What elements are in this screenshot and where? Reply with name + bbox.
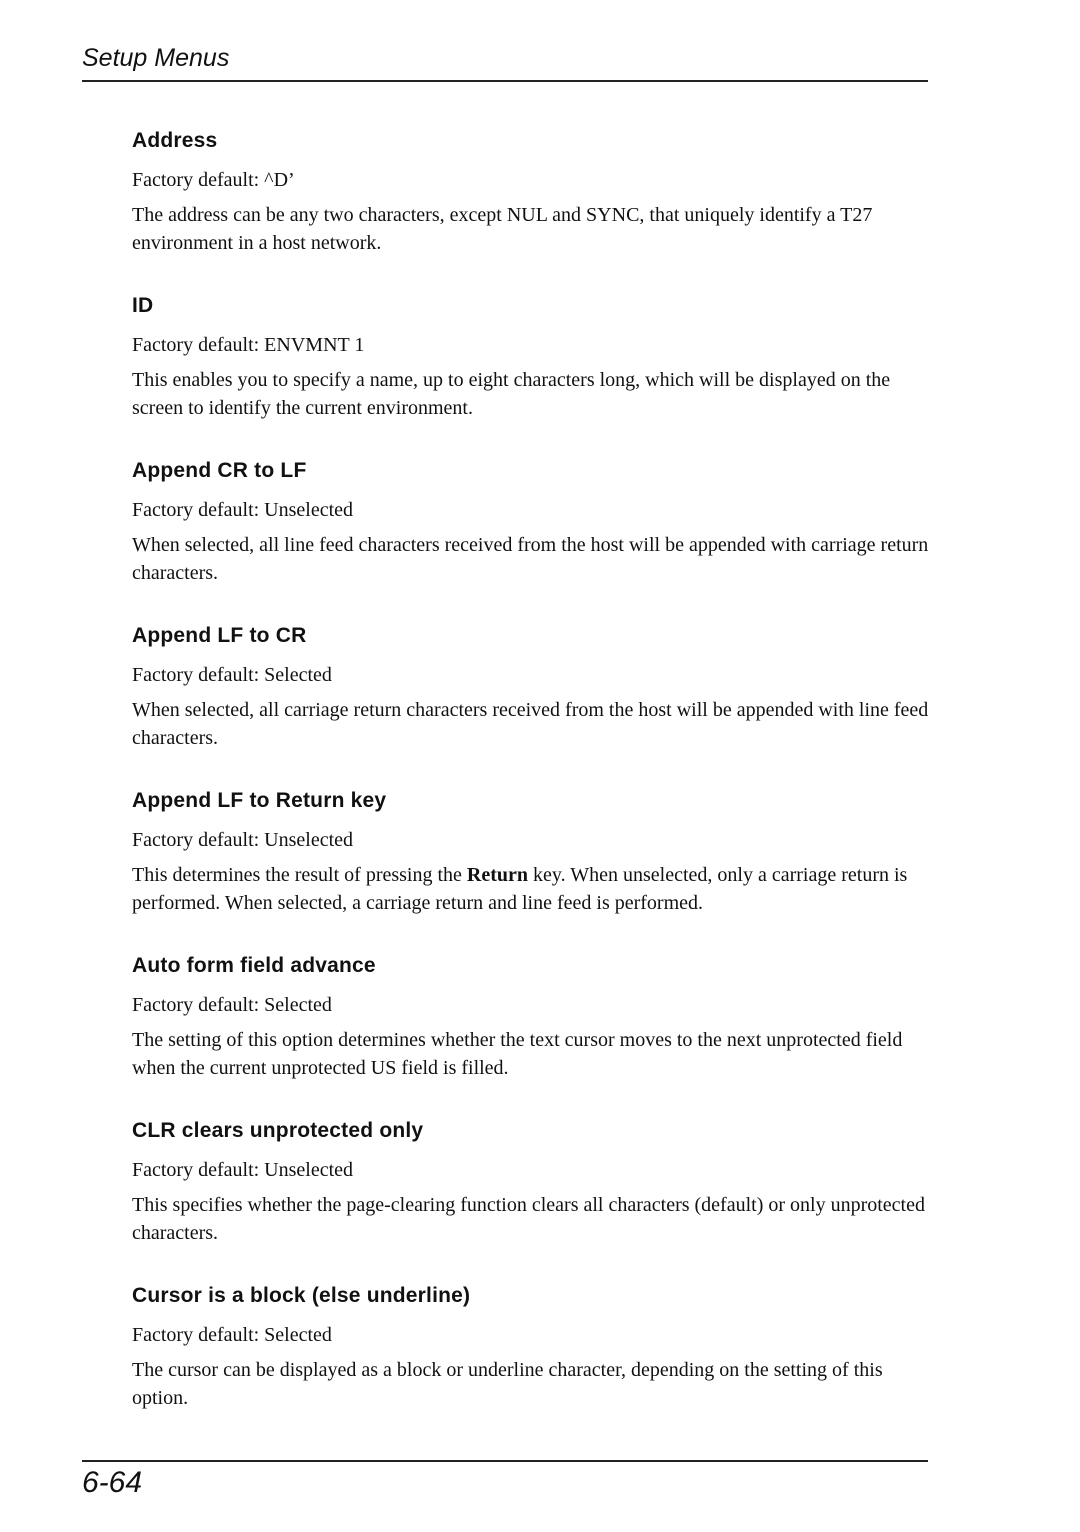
section-cursor-is-a-block: [132, 1283, 932, 1412]
section-heading: ID: [132, 294, 154, 317]
section-heading: Append LF to Return key: [132, 789, 387, 812]
section-clr-clears-unprotected-only: [132, 1118, 932, 1247]
section-description: [132, 861, 932, 917]
section-heading: Cursor is a block (else underline): [132, 1284, 471, 1307]
factory-default: Factory default: Selected: [132, 994, 332, 1016]
factory-default: Factory default: Unselected: [132, 1159, 354, 1181]
factory-default: Factory default: Selected: [132, 664, 332, 686]
section-description: The address can be any two characters, except NUL and SYNC, that uniquely identify a T27 environment in a host network.: [132, 204, 873, 254]
factory-default: Factory default: ENVMNT 1: [132, 334, 365, 356]
section-address: [132, 128, 932, 257]
section-append-lf-to-cr: [132, 623, 932, 752]
section-heading: CLR clears unprotected only: [132, 1119, 424, 1142]
section-description: When selected, all line feed characters received from the host will be appended with carriage return characters.: [132, 534, 929, 584]
section-auto-form-field-advance: [132, 953, 932, 1082]
factory-default: Factory default: Unselected: [132, 499, 354, 521]
factory-default: Factory default: Unselected: [132, 829, 354, 851]
section-heading: Address: [132, 129, 218, 152]
page-content: [132, 128, 932, 1448]
section-description: This specifies whether the page-clearing function clears all characters (default) or only unprotected characters.: [132, 1194, 925, 1244]
section-heading: Append LF to CR: [132, 624, 307, 647]
section-id: [132, 293, 932, 422]
section-heading: Auto form field advance: [132, 954, 376, 977]
footer-rule: [82, 1460, 928, 1462]
factory-default: Factory default: Selected: [132, 1324, 332, 1346]
header-rule: [82, 80, 928, 82]
section-description: This enables you to specify a name, up to eight characters long, which will be displayed on the screen to identify the current environment.: [132, 369, 891, 419]
running-head-title: Setup Menus: [82, 44, 230, 72]
section-heading: Append CR to LF: [132, 459, 307, 482]
description-text: This determines the result of pressing the: [132, 864, 467, 886]
section-append-cr-to-lf: [132, 458, 932, 587]
return-key-term: Return: [466, 864, 529, 886]
section-append-lf-to-return-key: [132, 788, 932, 917]
section-description: The setting of this option determines whether the text cursor moves to the next unprotected field when the current unprotected US field is filled.: [132, 1029, 903, 1079]
description-text: key. When unselected, only a carriage return is performed. When selected, a carriage return and line feed is performed.: [132, 864, 908, 914]
section-description: When selected, all carriage return characters received from the host will be appended with line feed characters.: [132, 699, 929, 749]
factory-default: Factory default: ^D’: [132, 169, 295, 191]
page-number: 6-64: [82, 1466, 143, 1499]
section-description: The cursor can be displayed as a block or underline character, depending on the setting of this option.: [132, 1359, 883, 1409]
